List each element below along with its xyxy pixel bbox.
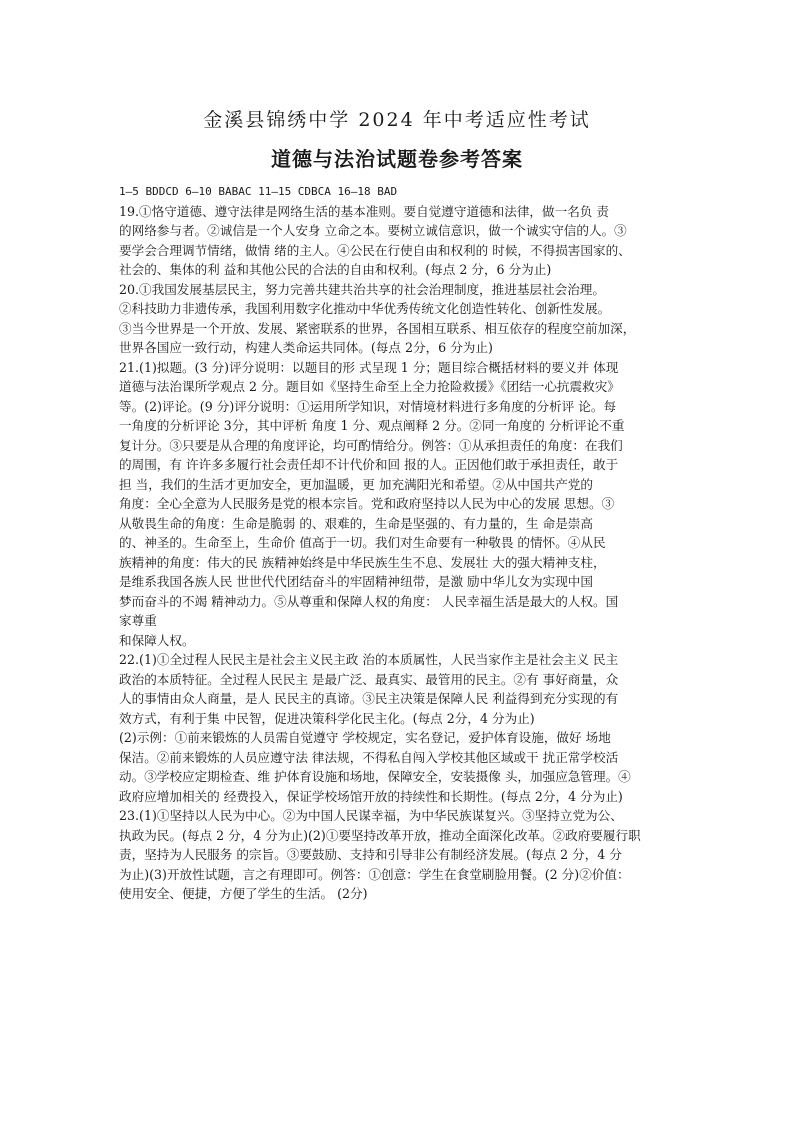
answer-line: 为止)(3)开放性试题，言之有理即可。例答：①创意：学生在食堂刷脸用餐。(2 分)②价值： bbox=[119, 866, 630, 882]
answer-line: (2)示例：①前来锻炼的人员需自觉遵守 学校规定，实名登记，爱护体育设施，做好 场地 bbox=[119, 730, 611, 745]
answer-line: 一角度的分析评论 3分，其中评析 角度 1 分、观点阐释 2 分。②同一角度的 分析评论不重 bbox=[119, 418, 625, 433]
answer-line: 和保障人权。 bbox=[119, 632, 195, 648]
answer-line: 担 当，我们的生活才更加安全，更加温暖，更 加充满阳光和希望。②从中国共产党的 bbox=[119, 476, 593, 492]
answer-line: 梦而奋斗的不竭 精神动力。⑤从尊重和保障人权的角度： 人民幸福生活是最大的人权。国 bbox=[119, 593, 619, 609]
answer-line: 角度：全心全意为人民服务是党的根本宗旨。党和政府坚持以人民为中心的发展 思想。③ bbox=[119, 496, 615, 511]
answer-line: 23.(1)①坚持以人民为中心。②为中国人民谋幸福，为中华民族谋复兴。③坚持立党为公、 bbox=[119, 808, 623, 823]
answer-line: 人的事情由众人商量，是人 民民主的真谛。③民主决策是保障人民 利益得到充分实现的有 bbox=[119, 691, 619, 706]
answer-line: 21.(1)拟题。(3 分)评分说明：以题目的形 式呈现 1 分；题目综合概括材料的要义并 体现 bbox=[119, 359, 619, 375]
answer-line: 效方式，有利于集 中民智，促进决策科学化民主化。(每点 2分，4 分为止) bbox=[119, 710, 535, 726]
answer-key-title: 道德与法治试题卷参考答案 bbox=[271, 147, 523, 171]
answer-line: 19.①恪守道德、遵守法律是网络生活的基本准则。要自觉遵守道德和法律，做一名负 责 bbox=[119, 203, 610, 219]
answer-line: 从敬畏生命的角度：生命是脆弱 的、艰难的，生命是坚强的、有力量的，生 命是崇高 bbox=[119, 515, 593, 531]
answer-line: 族精神的角度：伟大的民 族精神始终是中华民族生生不息、发展壮 大的强大精神支柱， bbox=[119, 554, 606, 570]
answer-line: 是维系我国各族人民 世世代代团结奋斗的牢固精神纽带，是激 励中华儿女为实现中国 bbox=[119, 574, 593, 589]
answer-line: 复计分。③只要是从合理的角度评论，均可酌情给分。例答：①从承担责任的角度：在我们 bbox=[119, 437, 623, 453]
answer-line: ②科技助力非遗传承，我国利用数字化推动中华优秀传统文化创造性转化、创新性发展。 bbox=[119, 301, 611, 316]
answer-line: 的周围，有 许许多多履行社会责任却不计代价和回 报的人。正因他们敢于承担责任，敢于 bbox=[119, 457, 619, 472]
exam-title: 金溪县锦绣中学 2024 年中考适应性考试 bbox=[203, 109, 591, 131]
answer-line: 世界各国应一致行动，构建人类命运共同体。(每点 2分，6 分为止) bbox=[119, 340, 493, 355]
answer-line: 保洁。②前来锻炼的人员应遵守法 律法规，不得私自闯入学校其他区域或干 扰正常学校活 bbox=[119, 749, 619, 765]
answer-line: 动。③学校应定期检查、维 护体育设施和场地，保障安全，安装摄像 头，加强应急管理。④ bbox=[119, 769, 631, 784]
answer-line: ③当今世界是一个开放、发展、紧密联系的世界，各国相互联系、相互依存的程度空前加深， bbox=[119, 320, 636, 336]
answer-line: 家尊重 bbox=[119, 613, 157, 628]
answer-line: 执政为民。(每点 2 分，4 分为止)(2)①要坚持改革开放，推动全面深化改革。②政府要履行职 bbox=[119, 827, 641, 843]
answer-line: 的、神圣的。生命至上，生命价 值高于一切。我们对生命要有一种敬畏 的情怀。④从民 bbox=[119, 535, 606, 550]
answer-line: 20.①我国发展基层民主，努力完善共建共治共享的社会治理制度，推进基层社会治理。 bbox=[119, 281, 605, 297]
answer-line: 政府应增加相关的 经费投入，保证学校场馆开放的持续性和长期性。(每点 2分，4 分为止) bbox=[119, 788, 623, 804]
answer-line: 政治的本质特征。全过程人民民主 是最广泛、最真实、最管用的民主。②有 事好商量，众 bbox=[119, 671, 619, 687]
answer-line: 22.(1)①全过程人民民主是社会主义民主政 治的本质属性，人民当家作主是社会主义 民主 bbox=[119, 652, 619, 667]
answer-line: 道德与法治课所学观点 2 分。题目如《坚持生命至上全力抢险救援》《团结一心抗震救灾》 bbox=[119, 379, 620, 394]
answer-line: 社会的、集体的利 益和其他公民的合法的自由和权利。(每点 2 分，6 分为止) bbox=[119, 262, 552, 277]
multiple-choice-answers: 1—5 BDDCD 6—10 BABAC 11—15 CDBCA 16—18 BAD bbox=[119, 185, 398, 198]
answer-line: 要学会合理调节情绪，做情 绪的主人。④公民在行使自由和权利的 时候，不得损害国家的、 bbox=[119, 242, 631, 258]
answer-line: 等。(2)评论。(9 分)评分说明：①运用所学知识，对情境材料进行多角度的分析评 论。每 bbox=[119, 398, 617, 414]
answer-line: 的网络参与者。②诚信是一个人安身 立命之本。要树立诚信意识，做一个诚实守信的人。③ bbox=[119, 223, 627, 238]
answer-body bbox=[119, 182, 679, 904]
answer-line: 使用安全、便捷，方便了学生的生活。 (2分) bbox=[119, 886, 368, 901]
answer-line: 责，坚持为人民服务 的宗旨。③要鼓励、支持和引导非公有制经济发展。(每点 2 分，4 分 bbox=[119, 847, 622, 862]
